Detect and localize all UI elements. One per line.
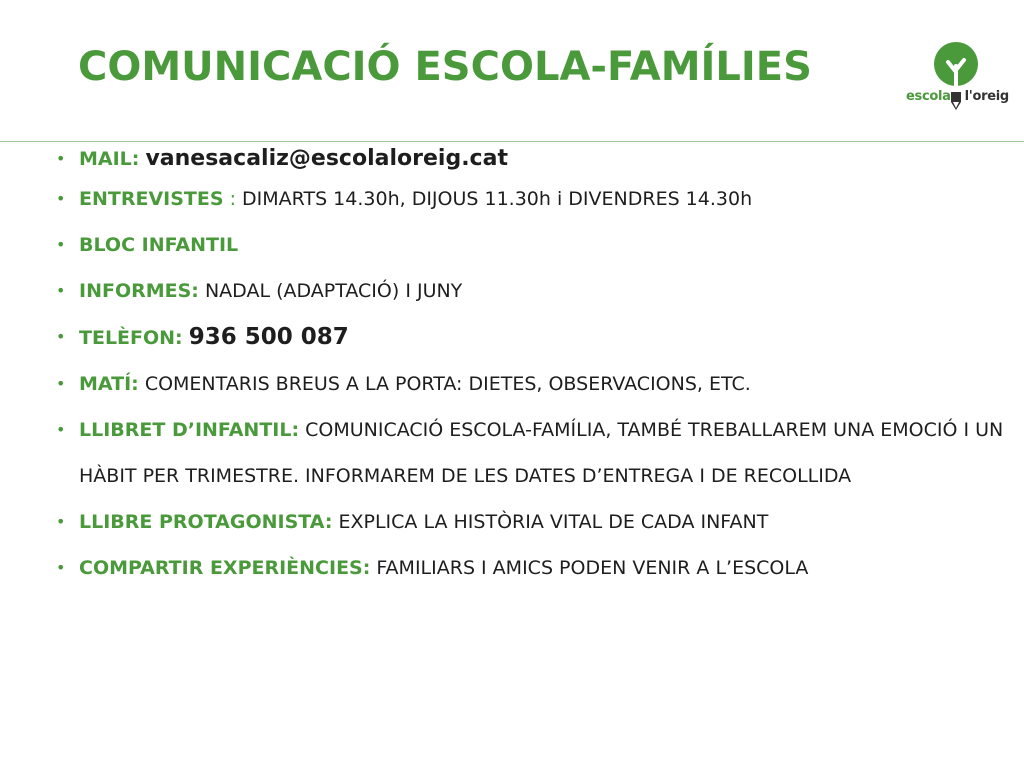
list-item-llibre-protagonista (56, 499, 1006, 545)
item-label: BLOC INFANTIL (79, 234, 239, 256)
item-label: LLIBRET D’INFANTIL: (79, 419, 300, 441)
info-list (56, 142, 1006, 591)
list-item-bloc-infantil (56, 222, 1006, 268)
item-label: COMPARTIR EXPERIÈNCIES: (79, 557, 371, 579)
list-item-llibret (56, 407, 1006, 499)
list-item-informes (56, 268, 1006, 314)
logo-word-oreig: l'oreig (964, 89, 1009, 104)
item-value: EXPLICA LA HISTÒRIA VITAL DE CADA INFANT (338, 511, 769, 533)
email-value[interactable]: vanesacaliz@escolaloreig.cat (145, 146, 508, 171)
item-separator: : (223, 188, 243, 210)
logo-word-escola: escola (906, 89, 951, 104)
page-title: COMUNICACIÓ ESCOLA-FAMÍLIES (78, 44, 812, 90)
item-value: COMUNICACIÓ ESCOLA-FAMÍLIA, TAMBÉ TREBALLAREM UNA EMOCIÓ I UN HÀBIT PER TRIMESTRE. INFORMAREM DE LES DATES D’ENTREGA I DE RECOLLIDA (79, 419, 1004, 487)
list-item-mail (56, 142, 1006, 176)
item-value: COMENTARIS BREUS A LA PORTA: DIETES, OBSERVACIONS, ETC. (144, 373, 751, 395)
item-label: INFORMES: (79, 280, 199, 302)
list-item-mati (56, 361, 1006, 407)
list-item-compartir (56, 545, 1006, 591)
item-value: FAMILIARS I AMICS PODEN VENIR A L’ESCOLA (376, 557, 809, 579)
item-label: ENTREVISTES (79, 188, 224, 210)
item-label: MAIL: (79, 148, 140, 170)
phone-value[interactable]: 936 500 087 (188, 324, 349, 350)
item-value: DIMARTS 14.30h, DIJOUS 11.30h i DIVENDRES 14.30h (242, 188, 753, 210)
logo-wordmark (906, 89, 1009, 104)
item-label: LLIBRE PROTAGONISTA: (79, 511, 333, 533)
list-item-entrevistes (56, 176, 1006, 222)
item-label: TELÈFON: (79, 327, 183, 349)
school-logo (902, 42, 1009, 114)
list-item-telefon (56, 314, 1006, 361)
item-label: MATÍ: (79, 373, 139, 395)
item-value: NADAL (ADAPTACIÓ) I JUNY (204, 280, 463, 302)
